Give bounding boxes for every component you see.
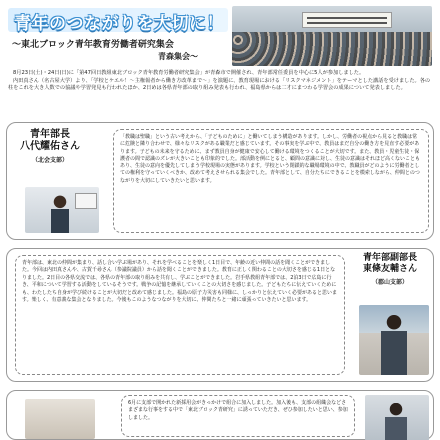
speaker-name: 東條友輔さん	[362, 264, 417, 274]
speaker-photo-3	[25, 399, 95, 439]
testimonial-text-3: 6月に支部で開かれた新採用会がきっかけで組合に加入しました。加入後も、支部の組織会などさまざまな行事をする中で「東北ブロック青研究」に誘っていただき、ぜひ参加したいと思い、参加しました。	[121, 395, 355, 437]
event-banner	[302, 12, 392, 28]
screen-in-photo	[75, 193, 97, 209]
speaker-label-1	[15, 129, 85, 164]
intro-paragraph: 内田真さん（名古屋大学）より、「学校とケエル！～主権報者から働き方改革まで～」を演題に、教育現場における「リスクマネジメント」をテーマとした講話を受けました。各の柱をこれを大き人数での協議や学習発見も行われたほか、2日めは各県青年部の取り組み発表も行われ、福島県からは二才にまつわる学習会の成果について発表しました。	[8, 77, 431, 92]
intro-text	[8, 70, 432, 93]
testimonial-section-1	[6, 122, 434, 240]
subheadline-end: 青森集会～	[158, 52, 198, 61]
speaker-photo-2	[359, 305, 429, 375]
speaker-branch: （北会支部）	[31, 157, 68, 164]
person-silhouette	[381, 315, 407, 375]
person-silhouette	[51, 195, 69, 233]
testimonial-text-2: 青年部は、東北の仲間が集まり、話し合い学ぶ場があり、それを学べることを楽しく1日目で、年齢の近い仲間の話を聞くことができました。今回は内田真さんや、古賀千尋さん（参議院議員）から話を聞くことができました。教育に正しく関わることの大切さを感じる1日となりました。2日目の各県交流では、各県の青年部の取り組みを共有し、学ぶことができました。岩手県教組青年部では、2泊3日で広島に行き、平和について学習する活動をしているそうです。戦争の記憶を継承していくことの大切さを感じました。子どもたちに伝えていくためにも、わたしたち自身が学び続けることが大切だと改めて感じました。福島の原子力災害も同様に、しっかりと伝えていく必要があると思います。楽しく、有意義な集会となりました。今後もこのようなつながりを大切に、仲間たちと一緒に頑張っていきたいと思います。	[15, 255, 345, 375]
headline: 青年のつながりを大切に！	[14, 14, 224, 34]
group-photo	[232, 6, 432, 66]
participants-crowd	[232, 32, 432, 66]
speaker-branch: （郡山支部）	[371, 279, 408, 286]
testimonial-section-2	[6, 248, 434, 382]
speaker-label-2	[349, 253, 431, 286]
intro-paragraph: 8月23日(土)・24日(日)に「第47回日教組東北ブロック青年教育労働者研究集会」が青森市で開催され、青年部常任委員を中心に5人が参加しました。	[13, 70, 365, 76]
article-header	[8, 4, 258, 64]
role-title: 青年部副部長	[362, 253, 417, 263]
testimonial-section-3	[6, 390, 434, 440]
subheadline: ～東北ブロック青年教育労働者研究集会	[12, 40, 174, 50]
testimonial-text-1: 「教職は聖職」という古い考えから、「子どものために」と働いてしまう構造があります。しかし、労働者の視点から見ると教職は常に危険と隣り合わせで、様々なリスクがある職業だと感じています。その事実を学ぶ中で、教員はまだ自分の働き方を見直す必要があります。子どもの未来を守るために、まず教員自身が健康で安心して働ける環境をつくることが大切です。また、教員・児童生徒・保護者の間で認識のズレが大きいことも印象的でした。部活動を例にとると、顧問の意識に対し、生徒の意識はそれほど高くないこともあり、生徒の意向を優先してしまう学校現場の実態があります。学校という閉鎖的な職場環境の中で、教職員がどのように労働者としての権利を守っていくべきか、改めて考えさせられる集会でした。青年部として、自分たちにできることを模索しながら、仲間とのつながりを大切にしていきたいと思います。	[113, 129, 429, 233]
speaker-photo-4	[365, 395, 429, 440]
person-silhouette	[385, 403, 407, 440]
speaker-name: 八代耀佑さん	[20, 141, 80, 152]
speaker-photo-1	[25, 187, 99, 233]
role-title: 青年部長	[30, 129, 70, 140]
